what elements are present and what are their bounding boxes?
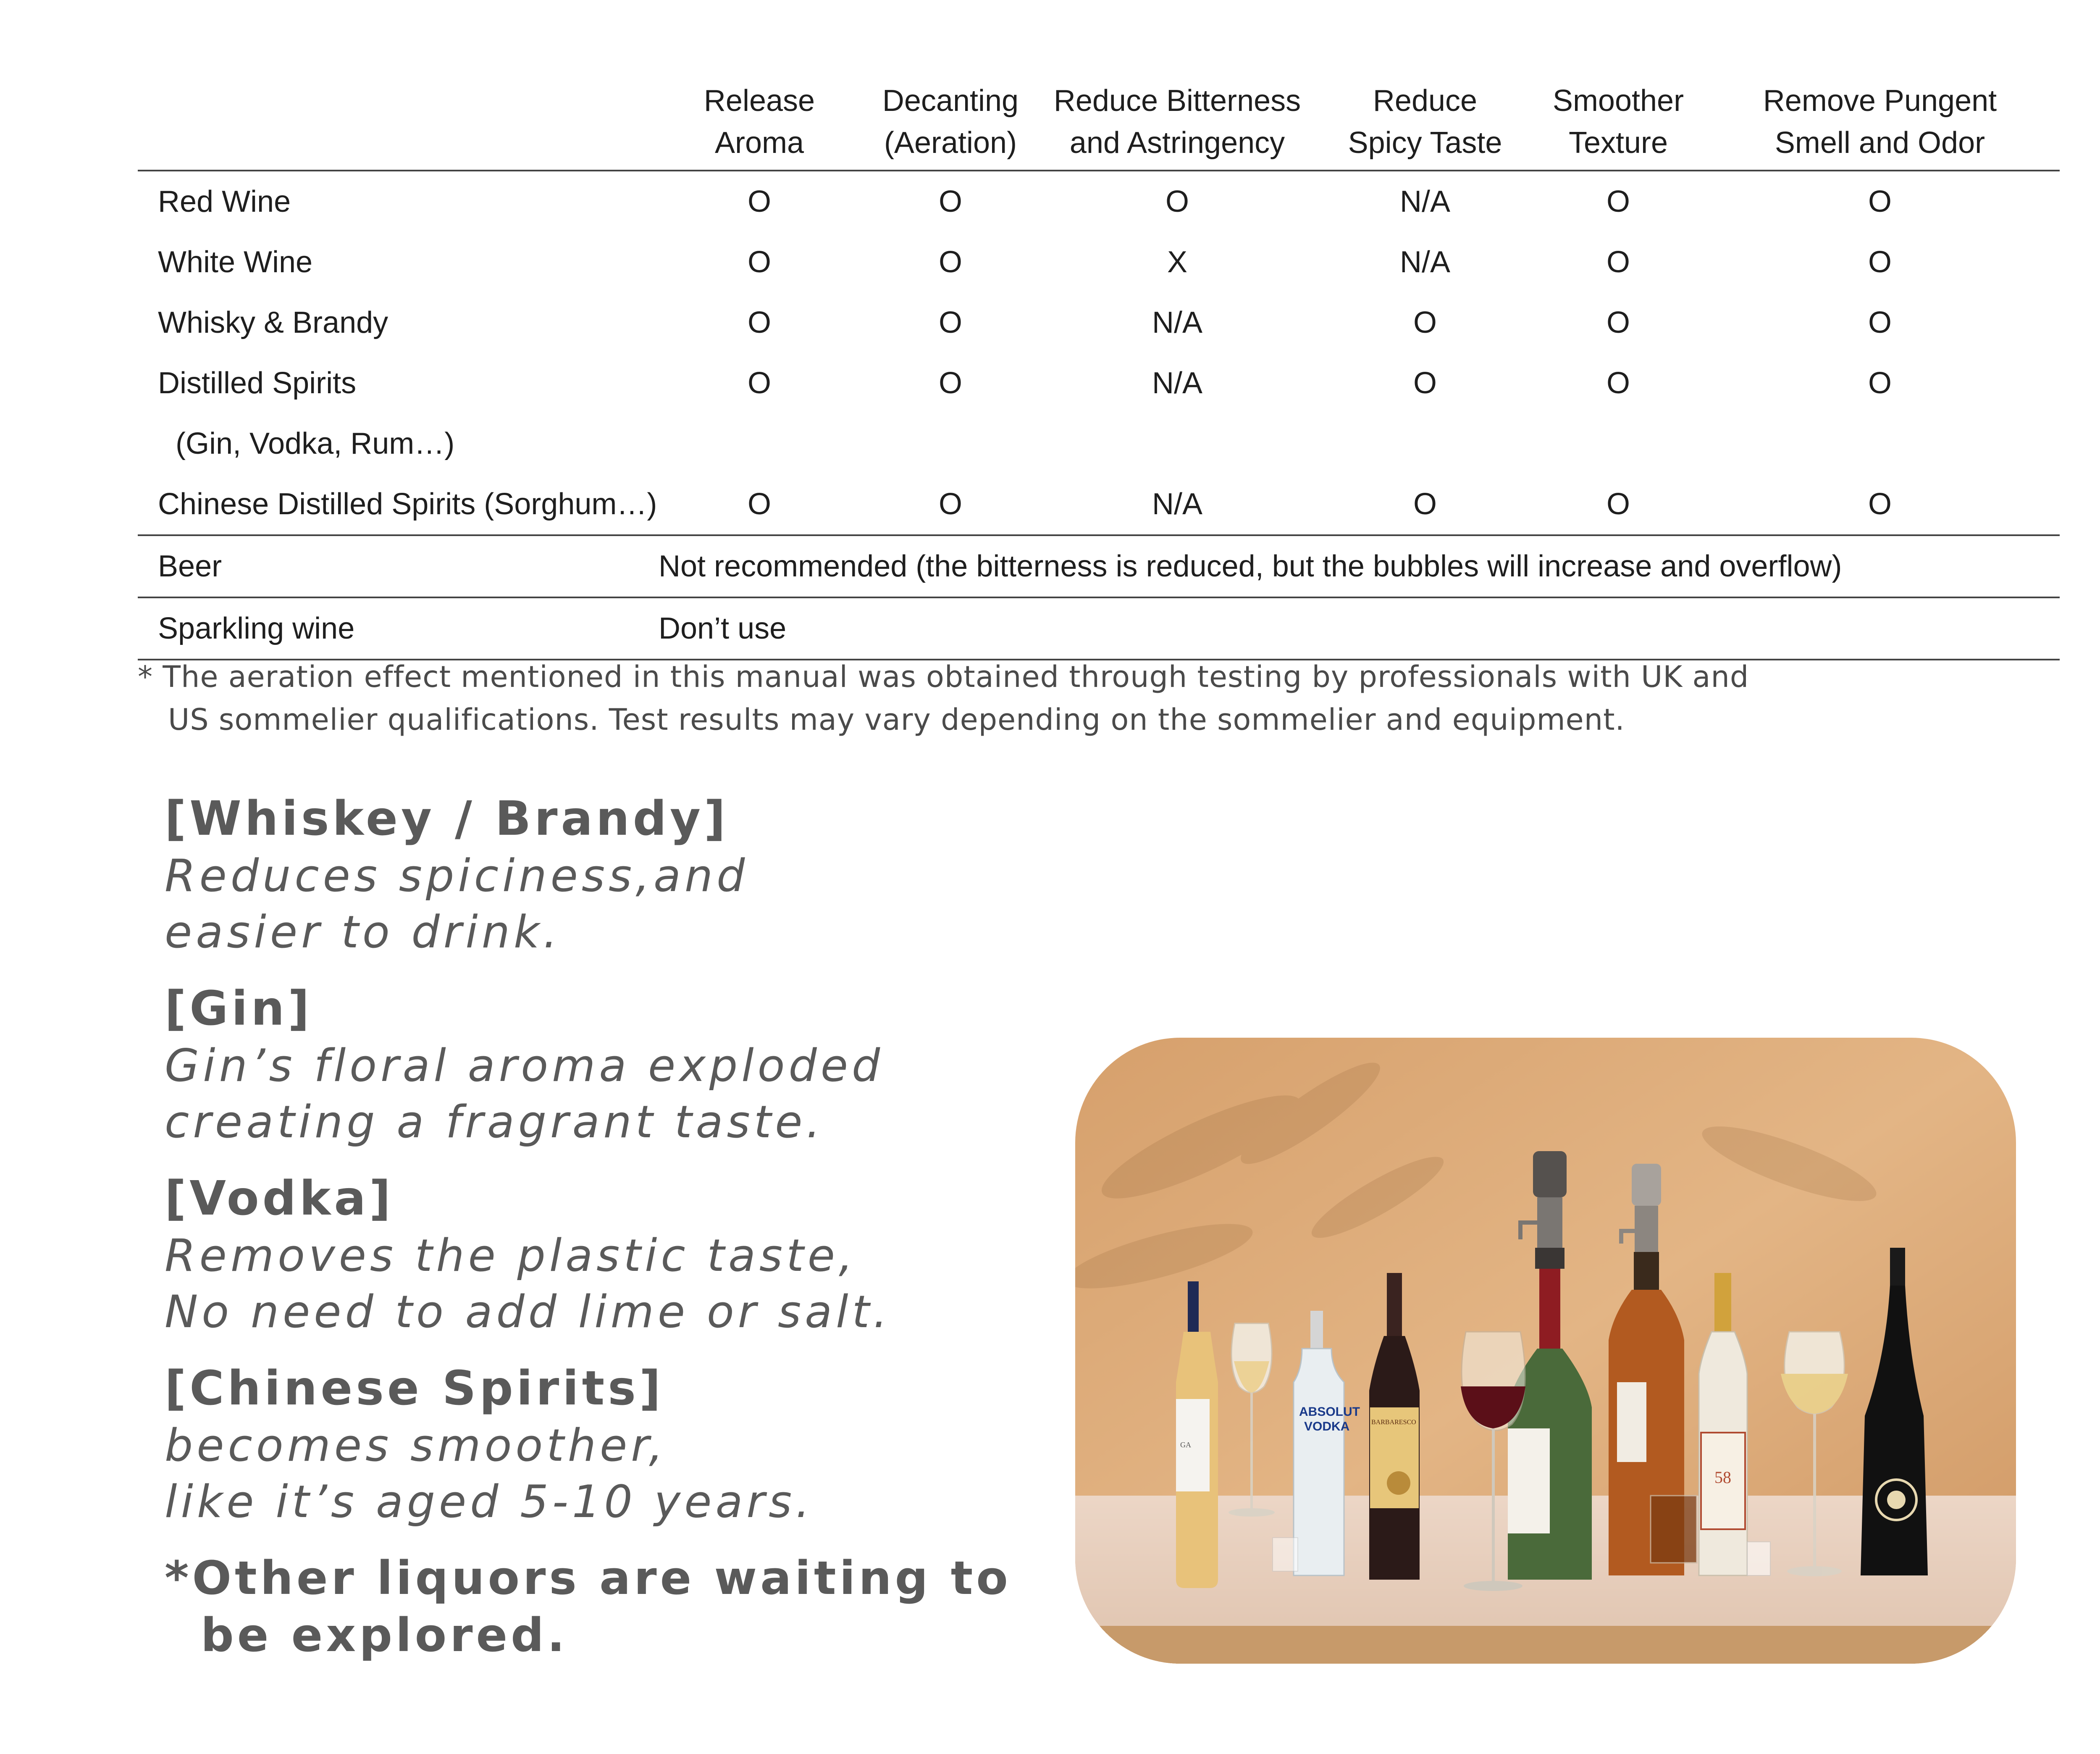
- liquor-notes: [165, 790, 1152, 1664]
- table-row-sublabel: [138, 413, 2060, 474]
- table-row: [138, 353, 2060, 413]
- note-heading: [Chinese Spirits]: [165, 1361, 664, 1416]
- table-cell: N/A: [1152, 306, 1203, 339]
- table-cell: O: [659, 474, 860, 535]
- sparkling-note: Don’t use: [659, 597, 2060, 660]
- row-label: White Wine: [158, 245, 313, 279]
- note-heading: [Gin]: [165, 981, 313, 1036]
- table-header-row: [138, 80, 2060, 171]
- other-line-2: be explored.: [201, 1608, 568, 1662]
- table-cell: O: [1413, 306, 1437, 339]
- note-text: Reduces spiciness,and easier to drink.: [165, 850, 749, 958]
- row-sublabel: (Gin, Vodka, Rum…): [176, 427, 455, 460]
- table-cell: O: [938, 185, 962, 218]
- table-cell: O: [1606, 185, 1630, 218]
- footnote-line-1: * The aeration effect mentioned in this manual was obtained through testing by professionals with UK and: [138, 660, 1749, 694]
- barbaresco-text: BARBARESCO: [1371, 1419, 1416, 1426]
- table-cell: O: [860, 474, 1041, 535]
- compatibility-table: [138, 80, 2060, 660]
- label-58-text: 58: [1714, 1468, 1731, 1487]
- table-cell: O: [1606, 366, 1630, 400]
- table-row: [138, 474, 2060, 535]
- row-label: Chinese Distilled Spirits (Sorghum…): [138, 474, 659, 535]
- other-liquors-note: [165, 1549, 1152, 1664]
- header-remove-pungent: Remove Pungent Smell and Odor: [1700, 80, 2060, 171]
- table-cell: O: [747, 366, 771, 400]
- note-heading: [Whiskey / Brandy]: [165, 792, 729, 846]
- header-smoother-texture: Smoother Texture: [1536, 80, 1700, 171]
- header-reduce-spicy: Reduce Spicy Taste: [1314, 80, 1536, 171]
- table-edge: [1075, 1626, 2016, 1664]
- table-row: [138, 232, 2060, 292]
- table-cell: O: [1413, 366, 1437, 400]
- table-cell: N/A: [1152, 366, 1203, 400]
- table-row-sparkling: [138, 597, 2060, 660]
- table-cell: O: [938, 245, 962, 279]
- row-label: Red Wine: [158, 185, 291, 218]
- table-cell: O: [1868, 306, 1892, 339]
- header-release-aroma: Release Aroma: [659, 80, 860, 171]
- bottles-illustration: [1075, 1038, 2016, 1664]
- table-cell: O: [1868, 185, 1892, 218]
- table-cell: O: [1700, 474, 2060, 535]
- table-cell: N/A: [1399, 245, 1451, 279]
- row-label: Whisky & Brandy: [158, 306, 388, 339]
- note-text: Gin’s floral aroma exploded creating a fragrant taste.: [165, 1040, 884, 1148]
- table-cell: O: [938, 306, 962, 339]
- row-label: Sparkling wine: [138, 597, 659, 660]
- footnote: [138, 655, 2070, 741]
- absolut-text: ABSOLUT: [1299, 1405, 1360, 1419]
- other-line-1: *Other liquors are waiting to: [165, 1551, 1011, 1605]
- table-cell: O: [1536, 474, 1700, 535]
- table-cell: O: [747, 185, 771, 218]
- note-gin: [165, 980, 1152, 1150]
- table-cell: N/A: [1399, 185, 1451, 218]
- table-row: [138, 292, 2060, 353]
- table-cell: O: [1606, 306, 1630, 339]
- table-cell: N/A: [1041, 474, 1314, 535]
- header-blank: [138, 80, 659, 171]
- row-label: Beer: [138, 535, 659, 597]
- note-heading: [Vodka]: [165, 1171, 394, 1226]
- table-cell: O: [747, 245, 771, 279]
- beer-note: Not recommended (the bitterness is reduced, but the bubbles will increase and overflow): [659, 535, 2060, 597]
- table-cell: X: [1167, 245, 1188, 279]
- footnote-line-2: US sommelier qualifications. Test results may vary depending on the sommelier and equipment.: [168, 702, 1625, 737]
- table-cell: O: [938, 366, 962, 400]
- note-text: Removes the plastic taste, No need to add lime or salt.: [165, 1230, 891, 1338]
- note-text: becomes smoother, like it’s aged 5-10 years.: [165, 1420, 814, 1528]
- table-cell: O: [1606, 245, 1630, 279]
- table-cell: O: [1868, 366, 1892, 400]
- compatibility-table-wrapper: [138, 80, 2060, 660]
- note-whiskey: [165, 790, 1152, 960]
- table-cell: O: [1165, 185, 1189, 218]
- bottles-photo: [1075, 1038, 2016, 1664]
- row-label: Distilled Spirits: [158, 366, 357, 400]
- header-reduce-bitterness: Reduce Bitterness and Astringency: [1041, 80, 1314, 171]
- note-vodka: [165, 1170, 1152, 1340]
- table-cell: O: [747, 306, 771, 339]
- note-chinese-spirits: [165, 1360, 1152, 1530]
- ga-label-text: GA: [1180, 1441, 1191, 1449]
- table-row: [138, 171, 2060, 232]
- table-row-beer: [138, 535, 2060, 597]
- table-cell: O: [1314, 474, 1536, 535]
- table-cell: O: [1868, 245, 1892, 279]
- vodka-text: VODKA: [1304, 1420, 1350, 1433]
- header-decanting: Decanting (Aeration): [860, 80, 1041, 171]
